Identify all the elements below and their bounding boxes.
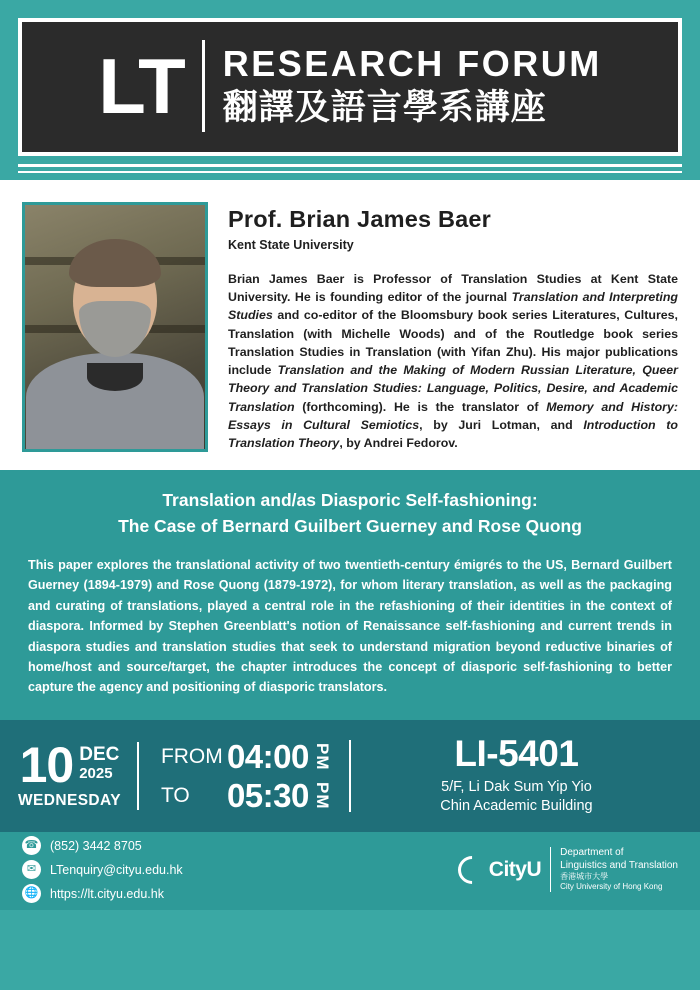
cityu-arc-icon xyxy=(452,850,492,890)
photo-collar xyxy=(87,363,143,391)
header-title-zh: 翻譯及語言學系講座 xyxy=(222,87,547,127)
date-month: DEC xyxy=(79,743,120,765)
speaker-section xyxy=(0,180,700,470)
envelope-icon: ✉ xyxy=(22,860,41,879)
org-sub: City University of Hong Kong xyxy=(560,882,663,892)
time-to-row xyxy=(160,776,332,814)
header-title-en: RESEARCH FORUM xyxy=(222,43,602,85)
dept-line2: Linguistics and Translation xyxy=(560,859,678,871)
rule-2 xyxy=(18,171,682,173)
event-details-bar xyxy=(0,720,700,832)
speaker-photo xyxy=(22,202,208,452)
contact-phone-text: (852) 3442 8705 xyxy=(50,838,142,853)
date-top xyxy=(19,736,120,793)
header-rules xyxy=(0,156,700,173)
phone-icon: ☎ xyxy=(22,836,41,855)
speaker-details xyxy=(228,202,678,452)
venue-room: LI-5401 xyxy=(454,732,579,774)
time-to-value: 05:30 xyxy=(226,776,309,814)
date-weekday: WEDNESDAY xyxy=(18,791,121,809)
venue-address xyxy=(440,778,592,817)
lt-logo: LT xyxy=(98,41,184,130)
contact-website-text[interactable]: https://lt.cityu.edu.hk xyxy=(50,886,164,901)
header-box xyxy=(18,18,682,156)
talk-title-line1: Translation and/as Diasporic Self-fashioning: xyxy=(162,490,538,511)
time-to-ampm: PM xyxy=(312,781,332,810)
contact-phone xyxy=(22,836,183,855)
cityu-mark xyxy=(458,856,541,884)
time-from-ampm: PM xyxy=(312,742,332,771)
time-to-label: TO xyxy=(160,783,190,807)
speaker-affiliation: Kent State University xyxy=(228,238,354,252)
abstract-section xyxy=(0,470,700,719)
globe-icon: 🌐 xyxy=(22,884,41,903)
header-titles xyxy=(223,43,602,128)
event-time xyxy=(143,737,351,814)
venue-address-line2: Chin Academic Building xyxy=(440,798,593,815)
header-inner xyxy=(32,32,668,142)
time-from-label: FROM xyxy=(160,744,223,768)
cityu-department xyxy=(550,847,678,892)
contact-email-text[interactable]: LTenquiry@cityu.edu.hk xyxy=(50,862,183,877)
poster-footer xyxy=(0,832,700,910)
contact-email[interactable] xyxy=(22,860,183,879)
talk-title xyxy=(28,488,672,539)
venue-address-line1: 5/F, Li Dak Sum Yip Yio xyxy=(441,778,592,795)
cityu-name: CityU xyxy=(488,857,542,881)
rule-1 xyxy=(18,164,682,167)
dept-line1: Department of xyxy=(560,847,624,859)
date-day: 10 xyxy=(19,736,74,793)
date-year: 2025 xyxy=(79,764,113,782)
time-from-row xyxy=(160,737,332,775)
poster-header xyxy=(0,0,700,156)
speaker-name: Prof. Brian James Baer xyxy=(228,206,492,232)
time-from-value: 04:00 xyxy=(226,737,309,775)
talk-abstract: This paper explores the translational activity of two twentieth-century émigrés to the US, Bernard Guilbert Guerney (1894-1979) and Rose Quong (1879-1972), for whom literary translation, as well as the packaging and curating of translations, played a central role in the refashioning of their identities in the context of diaspora. Informed by Stephen Greenblatt's notion of Renaissance self-fashioning and current trends in diaspora studies and translation studies that seek to understand migration beyond reductive binaries of home/host and source/target, the chapter introduces the concept of diasporic self-fashioning to better capture the agency and positioning of diasporic translators. xyxy=(28,558,672,695)
event-venue xyxy=(351,732,682,817)
logo-divider xyxy=(202,40,205,132)
contact-website[interactable] xyxy=(22,884,183,903)
speaker-bio: Brian James Baer is Professor of Translation Studies at Kent State University. He is founding editor of the journal Translation and Interpreting Studies and co-editor of the Bloomsbury book series Literatures, Cultures, Translation (with Michelle Woods) and of the Routledge book series Translation Studies in Translation (with Yifan Zhu). His major publications include Translation and the Making of Modern Russian Literature, Queer Theory and Translation Studies: Language, Politics, Desire, and Academic Translation (forthcoming). He is the translator of Memory and History: Essays in Cultural Semiotics, by Juri Lotman, and Introduction to Translation Theory, by Andrei Fedorov. xyxy=(228,272,678,451)
event-date xyxy=(18,736,139,810)
talk-title-line2: The Case of Bernard Guilbert Guerney and Rose Quong xyxy=(118,515,582,536)
date-month-year xyxy=(79,742,119,784)
contact-list xyxy=(22,836,183,903)
org-zh: 香港城市大學 xyxy=(560,872,609,882)
cityu-logo xyxy=(458,847,678,892)
